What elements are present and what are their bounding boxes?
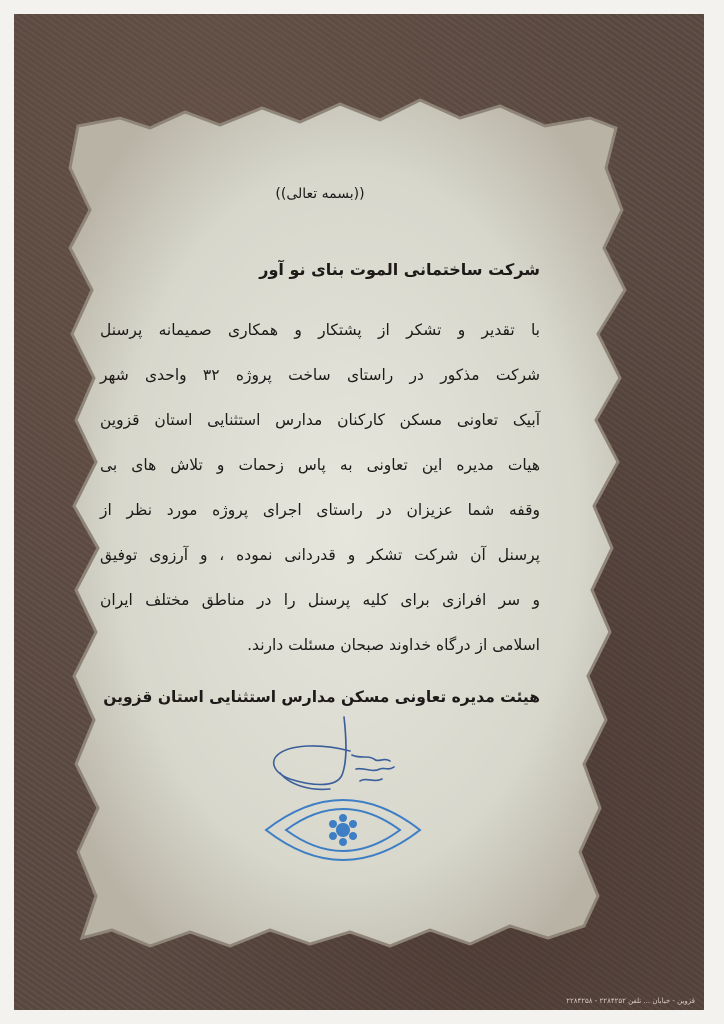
salutation-heading: ((بسمه تعالی)) (275, 186, 365, 202)
letter-line: اسلامی از درگاه خداوند صبحان مسئلت دارند. (247, 636, 540, 654)
letter-line: وقفه شما عزیزان در راستای اجرای پروژه مورد نظر از (100, 501, 540, 519)
recipient-company: شرکت ساختمانی الموت بنای نو آور (259, 260, 540, 279)
letter-line: با تقدیر و تشکر از پشتکار و همکاری صمیمانه پرسنل (100, 321, 540, 339)
letter-line: پرسنل آن شرکت تشکر و قدردانی نموده ، و آرزوی توفیق (100, 546, 540, 564)
letter-line: آبیک تعاونی مسکن کارکنان مدارس استثنایی استان قزوین (100, 411, 540, 429)
letter-line: هیات مدیره این تعاونی به پاس زحمات و تلاش های بی (100, 456, 540, 474)
letter-line: شرکت مذکور در راستای ساخت پروژه ۳۲ واحدی شهر (100, 366, 540, 384)
cooperative-stamp (258, 780, 428, 880)
board-signature-line: هیئت مدیره تعاونی مسکن مدارس استثنایی استان قزوین (103, 688, 540, 706)
letter-line: و سر افرازی برای کلیه پرسنل را در مناطق مختلف ایران (100, 591, 540, 609)
letter-paragraph (100, 308, 540, 668)
page-footer: قزوین - خیابان ... تلفن ۲۲۸۴۲۵۲ - ۲۲۸۴۲۵۸ (566, 997, 695, 1005)
